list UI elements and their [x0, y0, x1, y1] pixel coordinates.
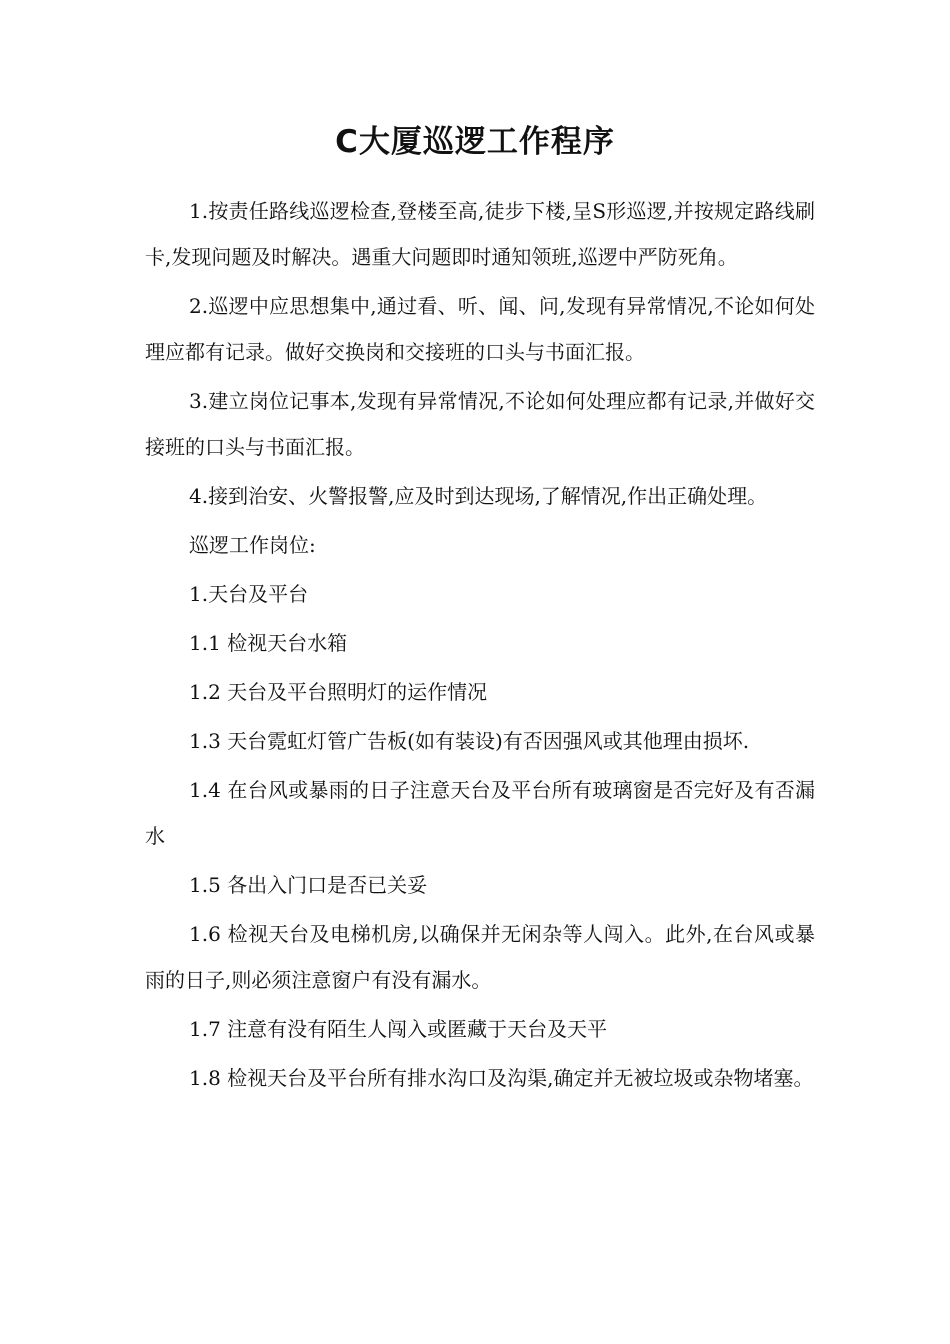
- list-item: 1.7 注意有没有陌生人闯入或匿藏于天台及天平: [189, 1017, 608, 1041]
- section-heading: 巡逻工作岗位:: [189, 533, 316, 557]
- list-item: 1.6 检视天台及电梯机房,以确保并无闲杂等人闯入。此外,在台风或暴雨的日子,则必须注意窗户有没有漏水。: [145, 922, 815, 992]
- list-item: 1.2 天台及平台照明灯的运作情况: [189, 680, 488, 704]
- paragraph: 2.巡逻中应思想集中,通过看、听、闻、问,发现有异常情况,不论如何处理应都有记录。做好交换岗和交接班的口头与书面汇报。: [145, 294, 815, 364]
- list-item: 1.8 检视天台及平台所有排水沟口及沟渠,确定并无被垃圾或杂物堵塞。: [189, 1066, 814, 1090]
- paragraph: 1.按责任路线巡逻检查,登楼至高,徒步下楼,呈S形巡逻,并按规定路线刷卡,发现问题及时解决。遇重大问题即时通知领班,巡逻中严防死角。: [145, 199, 815, 269]
- paragraph: 3.建立岗位记事本,发现有异常情况,不论如何处理应都有记录,并做好交接班的口头与书面汇报。: [145, 389, 815, 459]
- list-item: 1.天台及平台: [189, 582, 309, 606]
- list-item: 1.3 天台霓虹灯管广告板(如有装设)有否因强风或其他理由损坏.: [189, 729, 750, 753]
- document-title: C大厦巡逻工作程序: [335, 124, 615, 160]
- list-item: 1.5 各出入门口是否已关妥: [189, 873, 428, 897]
- list-item: 1.4 在台风或暴雨的日子注意天台及平台所有玻璃窗是否完好及有否漏水: [145, 778, 815, 848]
- paragraph: 4.接到治安、火警报警,应及时到达现场,了解情况,作出正确处理。: [189, 484, 768, 508]
- document-body: [145, 188, 815, 1104]
- list-item: 1.1 检视天台水箱: [189, 631, 348, 655]
